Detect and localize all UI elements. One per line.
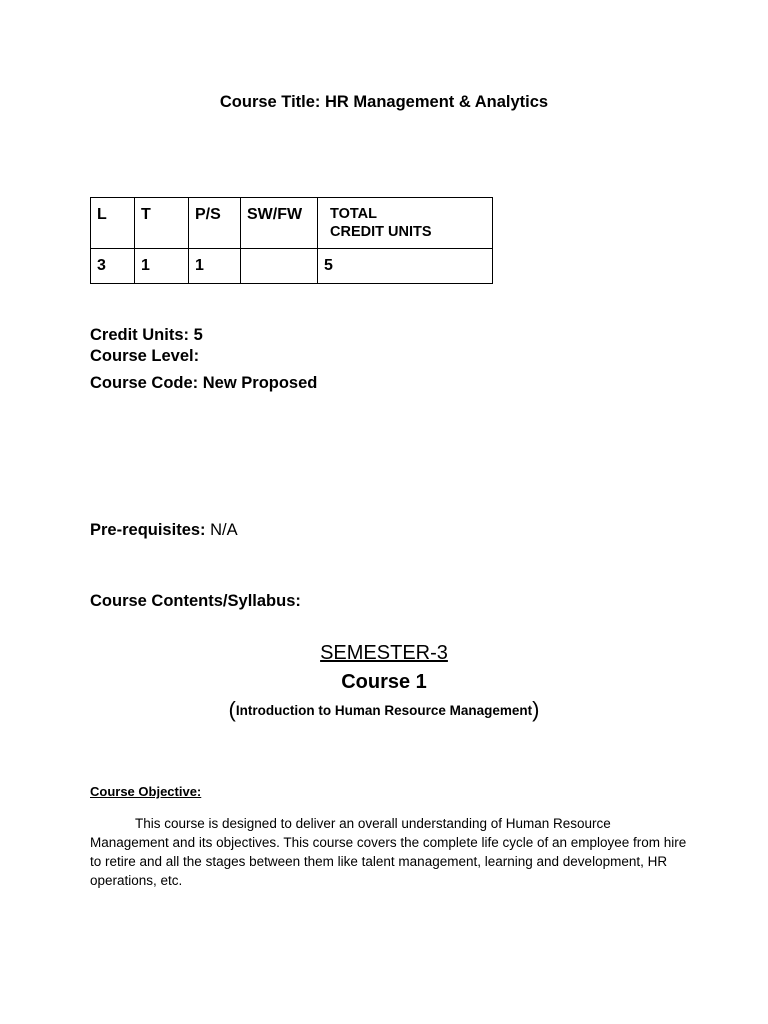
course-level: Course Level: xyxy=(90,347,200,365)
value-cell-t xyxy=(135,249,189,284)
credit-units-table xyxy=(90,197,493,284)
header-ps-label: P/S xyxy=(195,206,221,223)
value-cell-ps xyxy=(189,249,241,284)
header-cell-total xyxy=(318,198,493,249)
semester-heading: SEMESTER-3 xyxy=(320,642,448,664)
course-name xyxy=(0,697,768,723)
header-cell-swfw xyxy=(241,198,318,249)
value-l: 3 xyxy=(97,257,106,274)
course-objective-text: This course is designed to deliver an overall understanding of Human Resource Management and its objectives. This course covers the complete life cycle of an employee from hire to retire and all the stages between them like talent management, learning and development, HR operations, etc. xyxy=(90,816,687,888)
prerequisites-value: N/A xyxy=(210,521,238,539)
header-cell-l xyxy=(91,198,135,249)
total-header-line1: TOTAL xyxy=(330,206,377,222)
course-number: Course 1 xyxy=(341,671,427,693)
course-code: Course Code: New Proposed xyxy=(90,374,318,392)
value-cell-total xyxy=(318,249,493,284)
course-objective-heading: Course Objective: xyxy=(90,784,202,799)
course-name-text: Introduction to Human Resource Management xyxy=(235,703,533,718)
syllabus-heading: Course Contents/Syllabus: xyxy=(90,592,301,610)
close-paren: ) xyxy=(532,697,540,722)
total-credit-units-header xyxy=(318,198,492,241)
prerequisites xyxy=(90,521,238,540)
header-l-label: L xyxy=(97,206,107,223)
prerequisites-label: Pre-requisites: xyxy=(90,521,206,539)
value-cell-l xyxy=(91,249,135,284)
header-swfw-label: SW/FW xyxy=(247,206,303,223)
value-ps: 1 xyxy=(195,257,204,274)
header-cell-ps xyxy=(189,198,241,249)
table-value-row xyxy=(91,249,493,284)
value-t: 1 xyxy=(141,257,150,274)
open-paren: ( xyxy=(228,697,236,722)
value-total: 5 xyxy=(324,257,333,274)
value-swfw xyxy=(241,249,317,257)
header-cell-t xyxy=(135,198,189,249)
value-cell-swfw xyxy=(241,249,318,284)
header-t-label: T xyxy=(141,206,151,223)
table-header-row xyxy=(91,198,493,249)
course-title: Course Title: HR Management & Analytics xyxy=(219,93,549,111)
total-header-line2: CREDIT UNITS xyxy=(330,224,432,240)
credit-units: Credit Units: 5 xyxy=(90,326,203,344)
